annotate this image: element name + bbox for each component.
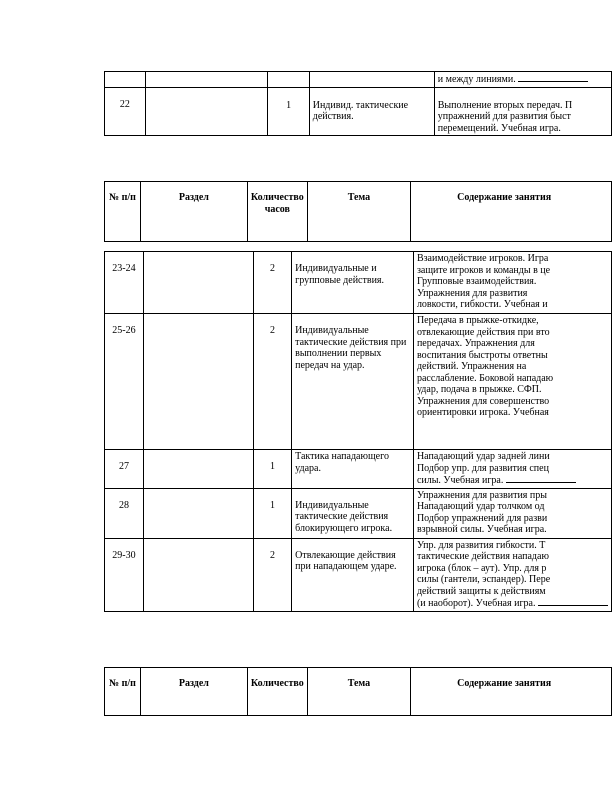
content-line: ориентировки игрока. Учебная: [416, 407, 549, 418]
cell-hours: 2: [253, 538, 291, 611]
header-hours: Количество: [247, 668, 307, 716]
header-content: Содержание занятия: [411, 182, 612, 242]
table-row: [105, 450, 612, 489]
content-line: удар, подача в прыжке. СФП.: [416, 384, 542, 395]
content-line: Подбор упр. для развития спец: [416, 462, 549, 474]
header-topic: Тема: [307, 668, 410, 716]
cell-section: [143, 488, 253, 538]
header-num: № п/п: [105, 182, 141, 242]
cell-topic: Тактика нападающего удара.: [292, 450, 414, 489]
cell-hours: [268, 72, 309, 88]
cell-section: [143, 314, 253, 450]
content-text: и между линиями.: [437, 74, 516, 85]
content-line: Взаимодействие игроков. Игра: [416, 253, 549, 264]
content-line: Упражнения для развития пры: [416, 489, 547, 501]
content-line: воспитания быстроты ответны: [416, 349, 548, 361]
header-row: [105, 668, 612, 716]
header-section: Раздел: [140, 182, 247, 242]
content-line: расслабление. Боковой нападаю: [416, 372, 554, 384]
table-lessons: [104, 251, 612, 612]
content-text: (и наоборот). Учебная игра.: [416, 598, 536, 609]
content-line: Групповые взаимодействия.: [416, 276, 537, 287]
content-line: действий защиты к действиям: [416, 585, 546, 597]
content-line: Упражнения для совершенство: [416, 395, 550, 407]
content-line: ловкости, гибкости. Учебная и: [416, 299, 548, 310]
cell-hours: 1: [253, 450, 291, 489]
cell-topic: Индивидуальные и групповые действия.: [292, 252, 414, 314]
cell-num: 23-24: [105, 252, 144, 314]
cell-topic: Отвлекающие действия при нападающем ударе.: [292, 538, 414, 611]
cell-topic: Индивидуальные тактические действия блокирующего игрока.: [292, 488, 414, 538]
cell-num: [105, 72, 146, 88]
cell-section: [145, 72, 268, 88]
header-content: Содержание занятия: [411, 668, 612, 716]
cell-content: [434, 72, 611, 88]
cell-content: [413, 538, 611, 611]
content-line: тактические действия нападаю: [416, 551, 549, 562]
cell-section: [143, 450, 253, 489]
content-line: Упр. для развития гибкости. Т: [416, 539, 546, 551]
table-row: [105, 538, 612, 611]
content-line: Нападающий удар толчком од: [416, 501, 545, 512]
content-line: [417, 597, 608, 610]
table-header: [104, 181, 612, 242]
cell-content: [413, 450, 611, 489]
blank-line: [506, 474, 576, 483]
table-row: [105, 72, 612, 88]
cell-section: [143, 538, 253, 611]
cell-topic: Индивидуальные тактические действия при выполнении первых передач на удар.: [292, 314, 414, 450]
cell-content: Выполнение вторых передач. П упражнений для развития быст перемещений. Учебная игра.: [434, 87, 611, 136]
cell-topic: Индивид. тактические действия.: [309, 87, 434, 136]
blank-line: [518, 73, 588, 82]
cell-hours: 1: [268, 87, 309, 136]
cell-hours: 2: [253, 314, 291, 450]
blank-line: [538, 597, 608, 606]
content-line: Упражнения для развития: [416, 287, 528, 299]
cell-num: 22: [105, 87, 146, 136]
table-continuation: [104, 71, 612, 136]
content-line: действий. Упражнения на: [416, 361, 527, 372]
content-line: Передача в прыжке-откидке,: [416, 315, 539, 326]
content-line: отвлекающие действия при вто: [416, 326, 550, 338]
content-line: защите игроков и команды в це: [416, 264, 551, 276]
header-topic: Тема: [307, 182, 410, 242]
content-line: игрока (блок – аут). Упр. для р: [416, 562, 547, 574]
cell-content: [413, 314, 611, 450]
content-text: силы. Учебная игра.: [416, 475, 504, 486]
cell-hours: 2: [253, 252, 291, 314]
cell-hours: 1: [253, 488, 291, 538]
cell-topic: [309, 72, 434, 88]
table-row: [105, 488, 612, 538]
table-row: [105, 87, 612, 136]
cell-section: [143, 252, 253, 314]
content-line: силы (гантели, эспандер). Пере: [416, 574, 551, 585]
cell-num: 28: [105, 488, 144, 538]
header-num: № п/п: [105, 668, 141, 716]
content-line: [417, 474, 608, 487]
content-line: передачах. Упражнения для: [416, 338, 535, 349]
cell-num: 29-30: [105, 538, 144, 611]
cell-num: 25-26: [105, 314, 144, 450]
header-section: Раздел: [140, 668, 247, 716]
cell-section: [145, 87, 268, 136]
cell-num: 27: [105, 450, 144, 489]
cell-content: [413, 488, 611, 538]
table-row: [105, 314, 612, 450]
table-header-2: [104, 667, 612, 716]
content-line: Нападающий удар задней лини: [416, 451, 550, 462]
cell-content: [413, 252, 611, 314]
content-line: взрывной силы. Учебная игра.: [416, 524, 547, 535]
header-hours: Количество часов: [247, 182, 307, 242]
header-row: [105, 182, 612, 242]
table-row: [105, 252, 612, 314]
content-line: Подбор упражнений для разви: [416, 512, 548, 524]
